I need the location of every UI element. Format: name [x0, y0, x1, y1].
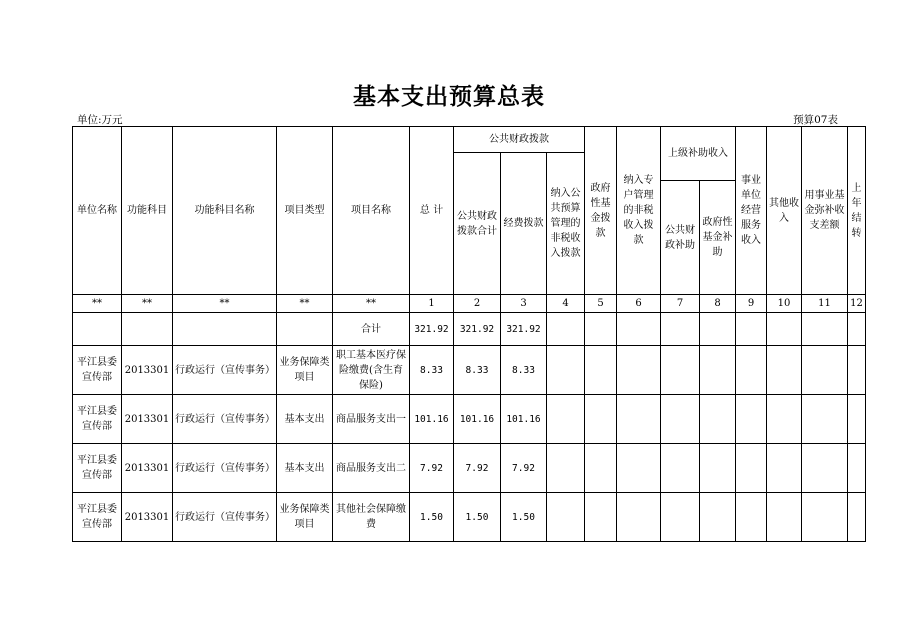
header-pub-funding: 经费拨款: [501, 153, 547, 295]
row-code: 2013301: [122, 444, 173, 493]
row-total: 8.33: [410, 346, 454, 395]
sum-total: 321.92: [410, 313, 454, 346]
row-total: 1.50: [410, 493, 454, 542]
row-type: 基本支出: [277, 395, 333, 444]
table-row: [73, 346, 866, 395]
col-num: **: [333, 295, 410, 313]
col-num: **: [277, 295, 333, 313]
row-pub-funding: 7.92: [501, 444, 547, 493]
header-proj-name: 项目名称: [333, 127, 410, 295]
row-dept: 平江县委宣传部: [73, 346, 122, 395]
col-num: 3: [501, 295, 547, 313]
header-dept: 单位名称: [73, 127, 122, 295]
table-row: [73, 493, 866, 542]
header-biz: 事业单位经营服务收入: [736, 127, 767, 295]
row-dept: 平江县委宣传部: [73, 493, 122, 542]
col-num: **: [73, 295, 122, 313]
table-row: [73, 444, 866, 493]
unit-label: 单位:万元: [77, 114, 123, 126]
header-func-name: 功能科目名称: [173, 127, 277, 295]
col-num: 10: [767, 295, 802, 313]
row-name: 商品服务支出一: [333, 395, 410, 444]
header-upper: 上级补助收入: [661, 127, 736, 181]
row-dept: 平江县委宣传部: [73, 444, 122, 493]
sum-pub-total: 321.92: [454, 313, 501, 346]
header-nontax: 纳入公共预算管理的非税收入拨款: [547, 153, 585, 295]
row-code: 2013301: [122, 346, 173, 395]
header-special-nontax: 纳入专户管理的非税收入拨款: [617, 127, 661, 295]
header-public-fin: 公共财政拨款: [454, 127, 585, 153]
row-total: 7.92: [410, 444, 454, 493]
header-fund-gap: 用事业基金弥补收支差额: [802, 127, 848, 295]
col-num: **: [122, 295, 173, 313]
row-pub-total: 7.92: [454, 444, 501, 493]
sum-label: 合计: [333, 313, 410, 346]
header-other: 其他收入: [767, 127, 802, 295]
row-func-name: 行政运行（宣传事务）: [173, 493, 277, 542]
header-gov-fund: 政府性基金拨款: [585, 127, 617, 295]
col-num: 5: [585, 295, 617, 313]
table-row: [73, 395, 866, 444]
row-code: 2013301: [122, 493, 173, 542]
header-upper-pub: 公共财政补助: [661, 181, 700, 295]
row-type: 业务保障类项目: [277, 493, 333, 542]
col-num: 11: [802, 295, 848, 313]
row-dept: 平江县委宣传部: [73, 395, 122, 444]
header-upper-gov: 政府性基金补助: [700, 181, 736, 295]
row-code: 2013301: [122, 395, 173, 444]
row-pub-total: 1.50: [454, 493, 501, 542]
col-num: 8: [700, 295, 736, 313]
budget-table: [72, 126, 866, 542]
sum-pub-funding: 321.92: [501, 313, 547, 346]
sum-row: [73, 313, 866, 346]
row-name: 商品服务支出二: [333, 444, 410, 493]
col-num: 2: [454, 295, 501, 313]
row-type: 基本支出: [277, 444, 333, 493]
col-num: 7: [661, 295, 700, 313]
row-type: 业务保障类项目: [277, 346, 333, 395]
page-title: 基本支出预算总表: [353, 83, 545, 110]
row-func-name: 行政运行（宣传事务）: [173, 346, 277, 395]
column-number-row: [73, 295, 866, 313]
table-number: 预算07表: [793, 114, 838, 126]
row-pub-total: 8.33: [454, 346, 501, 395]
col-num: 6: [617, 295, 661, 313]
col-num: **: [173, 295, 277, 313]
header-proj-type: 项目类型: [277, 127, 333, 295]
col-num: 12: [848, 295, 866, 313]
col-num: 4: [547, 295, 585, 313]
row-func-name: 行政运行（宣传事务）: [173, 444, 277, 493]
row-pub-funding: 1.50: [501, 493, 547, 542]
row-pub-funding: 8.33: [501, 346, 547, 395]
row-name: 其他社会保障缴费: [333, 493, 410, 542]
header-pub-total: 公共财政拨款合计: [454, 153, 501, 295]
header-total: 总 计: [410, 127, 454, 295]
row-pub-total: 101.16: [454, 395, 501, 444]
col-num: 9: [736, 295, 767, 313]
row-pub-funding: 101.16: [501, 395, 547, 444]
row-func-name: 行政运行（宣传事务）: [173, 395, 277, 444]
col-num: 1: [410, 295, 454, 313]
row-name: 职工基本医疗保险缴费(含生育保险): [333, 346, 410, 395]
row-total: 101.16: [410, 395, 454, 444]
header-carry: 上年结转: [848, 127, 866, 295]
header-func: 功能科目: [122, 127, 173, 295]
